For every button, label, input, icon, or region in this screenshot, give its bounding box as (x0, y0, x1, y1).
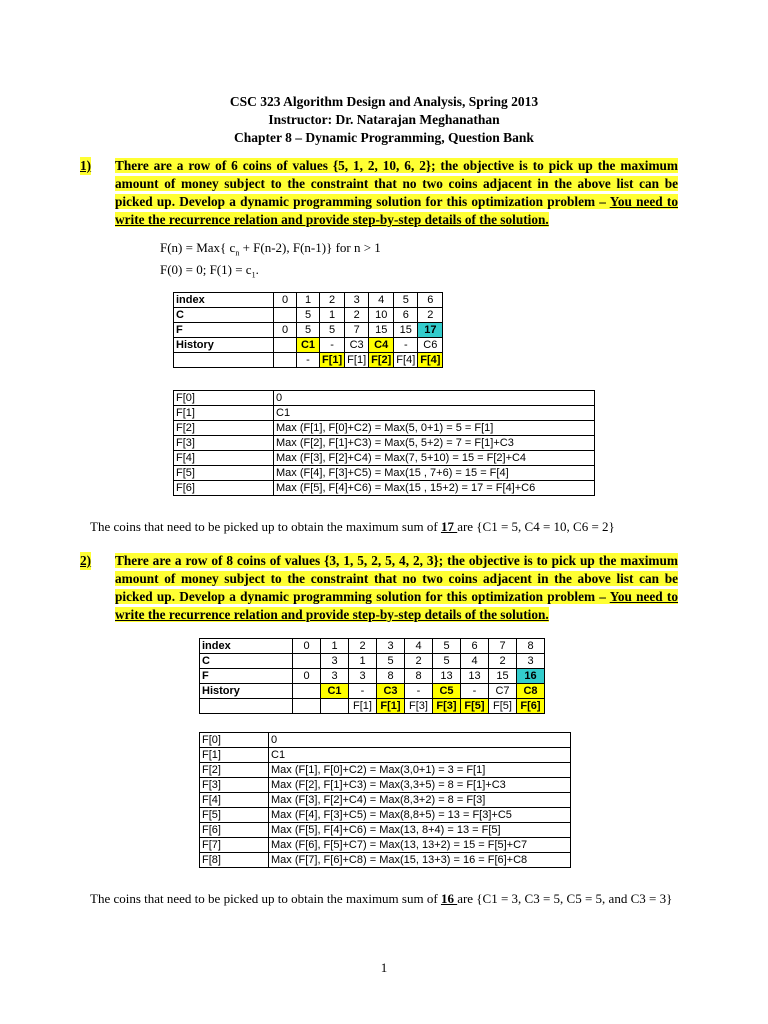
question-instruction: You need to write the recurrence relation and provide step-by-step details of the solution. (115, 589, 678, 622)
table-cell: 2 (320, 293, 345, 308)
table-cell: F[1] (377, 699, 405, 714)
table-row (200, 808, 571, 823)
row-label: F (174, 323, 274, 338)
table-cell: F[1] (349, 699, 377, 714)
table-row (200, 669, 545, 684)
table-row (200, 684, 545, 699)
table-cell: 3 (349, 669, 377, 684)
table-cell: 3 (377, 639, 405, 654)
step-expression: Max (F[3], F[2]+C4) = Max(7, 5+10) = 15 = F[2]+C4 (274, 451, 595, 466)
table-cell: 3 (321, 669, 349, 684)
table-cell (293, 684, 321, 699)
table-cell: 2 (345, 308, 369, 323)
table-cell: C1 (297, 338, 320, 353)
table-row (200, 838, 571, 853)
step-expression: Max (F[6], F[5]+C7) = Max(13, 13+2) = 15 = F[5]+C7 (269, 838, 571, 853)
table-cell: - (394, 338, 418, 353)
table-cell: F[5] (461, 699, 489, 714)
question-text: There are a row of 8 coins of values {3, 1, 5, 2, 5, 4, 2, 3}; the objective is to pick up the maximum amount of money subject to the constraint that no two coins adjacent in the above list can be picked up. Develop a dynamic programming solution for this optimization problem – (115, 553, 678, 604)
table-row (200, 699, 545, 714)
step-label: F[4] (174, 451, 274, 466)
table-cell: F[1] (320, 353, 345, 368)
table-cell: - (297, 353, 320, 368)
table-row (174, 481, 595, 496)
table-cell: 0 (274, 293, 297, 308)
table-cell: 3 (345, 293, 369, 308)
step-expression: Max (F[5], F[4]+C6) = Max(15 , 15+2) = 17 = F[4]+C6 (274, 481, 595, 496)
table-row (200, 733, 571, 748)
step-expression: Max (F[4], F[3]+C5) = Max(8,8+5) = 13 = F[3]+C5 (269, 808, 571, 823)
table-row (200, 654, 545, 669)
table-cell: 2 (405, 654, 433, 669)
table-cell: C8 (517, 684, 545, 699)
row-label (200, 699, 293, 714)
step-label: F[7] (200, 838, 269, 853)
step-label: F[2] (200, 763, 269, 778)
table-cell: 1 (320, 308, 345, 323)
table-cell: 5 (297, 323, 320, 338)
table-cell: 7 (345, 323, 369, 338)
table-row (200, 823, 571, 838)
table-row (174, 466, 595, 481)
table-cell: 2 (418, 308, 443, 323)
table-cell: 5 (377, 654, 405, 669)
table-cell (274, 353, 297, 368)
table-cell: 13 (461, 669, 489, 684)
table-cell: C4 (369, 338, 394, 353)
table-row (200, 778, 571, 793)
table-cell: F[5] (489, 699, 517, 714)
step-label: F[4] (200, 793, 269, 808)
table-cell: 15 (394, 323, 418, 338)
table-cell: 8 (517, 639, 545, 654)
table-cell: 17 (418, 323, 443, 338)
table-cell: 5 (433, 654, 461, 669)
table-row (174, 353, 443, 368)
row-label: C (200, 654, 293, 669)
table-cell (293, 654, 321, 669)
table-cell: 4 (405, 639, 433, 654)
table-cell: - (320, 338, 345, 353)
step-label: F[6] (174, 481, 274, 496)
table-cell: 13 (433, 669, 461, 684)
table-cell: 15 (489, 669, 517, 684)
chapter-title: Chapter 8 – Dynamic Programming, Question Bank (234, 130, 534, 145)
step-expression: Max (F[2], F[1]+C3) = Max(5, 5+2) = 7 = F[1]+C3 (274, 436, 595, 451)
step-label: F[0] (200, 733, 269, 748)
table-cell: 1 (297, 293, 320, 308)
question-number: 1) (80, 158, 92, 173)
step-expression: 0 (274, 391, 595, 406)
table-cell: 16 (517, 669, 545, 684)
row-label: index (174, 293, 274, 308)
table-cell (293, 699, 321, 714)
table-cell: F[4] (418, 353, 443, 368)
table-cell: C7 (489, 684, 517, 699)
table-cell: 0 (293, 669, 321, 684)
table-cell (274, 338, 297, 353)
table-cell: 8 (405, 669, 433, 684)
step-expression: 0 (269, 733, 571, 748)
step-expression: Max (F[5], F[4]+C6) = Max(13, 8+4) = 13 = F[5] (269, 823, 571, 838)
table-cell: C5 (433, 684, 461, 699)
table-cell: F[3] (405, 699, 433, 714)
row-label: History (174, 338, 274, 353)
table-row (200, 853, 571, 868)
table-cell: 2 (489, 654, 517, 669)
table-cell: 8 (377, 669, 405, 684)
table-cell: 15 (369, 323, 394, 338)
table-row (174, 451, 595, 466)
table-cell: 7 (489, 639, 517, 654)
conclusion-2: The coins that need to be picked up to obtain the maximum sum of 16 are {C1 = 3, C3 = 5, C5 = 5, and C3 = 3} (90, 891, 673, 906)
table-row (174, 308, 443, 323)
steps-table-1 (173, 390, 595, 496)
step-expression: C1 (274, 406, 595, 421)
question-1 (80, 157, 678, 229)
table-cell: 6 (418, 293, 443, 308)
table-cell: C1 (321, 684, 349, 699)
table-row (174, 421, 595, 436)
row-label: History (200, 684, 293, 699)
document-header (0, 93, 768, 147)
step-expression: Max (F[3], F[2]+C4) = Max(8,3+2) = 8 = F[3] (269, 793, 571, 808)
row-label: C (174, 308, 274, 323)
table-cell: 5 (394, 293, 418, 308)
history-table-1 (173, 292, 443, 368)
table-cell: 5 (433, 639, 461, 654)
table-cell: 1 (321, 639, 349, 654)
step-label: F[6] (200, 823, 269, 838)
step-expression: Max (F[7], F[6]+C8) = Max(15, 13+3) = 16 = F[6]+C8 (269, 853, 571, 868)
step-expression: Max (F[4], F[3]+C5) = Max(15 , 7+6) = 15 = F[4] (274, 466, 595, 481)
instructor: Instructor: Dr. Natarajan Meghanathan (268, 112, 500, 127)
table-row (200, 639, 545, 654)
row-label: F (200, 669, 293, 684)
row-label: index (200, 639, 293, 654)
table-cell: F[3] (433, 699, 461, 714)
table-cell (274, 308, 297, 323)
table-cell: 5 (297, 308, 320, 323)
table-cell: - (405, 684, 433, 699)
step-label: F[1] (200, 748, 269, 763)
history-table-2 (199, 638, 545, 714)
row-label (174, 353, 274, 368)
table-cell: 4 (461, 654, 489, 669)
step-expression: Max (F[2], F[1]+C3) = Max(3,3+5) = 8 = F[1]+C3 (269, 778, 571, 793)
conclusion-1: The coins that need to be picked up to obtain the maximum sum of 17 are {C1 = 5, C4 = 10, C6 = 2} (90, 519, 615, 534)
step-label: F[8] (200, 853, 269, 868)
table-cell: 3 (517, 654, 545, 669)
table-cell: 3 (321, 654, 349, 669)
table-cell: C3 (345, 338, 369, 353)
table-cell: C3 (377, 684, 405, 699)
step-label: F[3] (174, 436, 274, 451)
table-cell: - (349, 684, 377, 699)
table-row (174, 293, 443, 308)
table-cell: 5 (320, 323, 345, 338)
question-text: There are a row of 6 coins of values {5, 1, 2, 10, 6, 2}; the objective is to pick up the maximum amount of money subject to the constraint that no two coins adjacent in the above list can be picked up. Develop a dynamic programming solution for this optimization problem – (115, 158, 678, 209)
table-row (174, 406, 595, 421)
table-cell: 0 (274, 323, 297, 338)
table-cell: F[4] (394, 353, 418, 368)
table-row (174, 391, 595, 406)
step-label: F[3] (200, 778, 269, 793)
table-cell: C6 (418, 338, 443, 353)
step-label: F[5] (174, 466, 274, 481)
table-cell: F[1] (345, 353, 369, 368)
table-cell (321, 699, 349, 714)
step-expression: Max (F[1], F[0]+C2) = Max(3,0+1) = 3 = F[1] (269, 763, 571, 778)
question-2 (80, 552, 678, 624)
table-cell: 10 (369, 308, 394, 323)
table-cell: 0 (293, 639, 321, 654)
table-cell: 1 (349, 654, 377, 669)
table-row (174, 436, 595, 451)
step-label: F[2] (174, 421, 274, 436)
table-row (200, 793, 571, 808)
recurrence-relation: F(n) = Max{ $c_n + F(n-2)$, F(n-1)} for n > 1 F(0) = 0; $F(1) = c_1$. (160, 240, 381, 280)
table-cell: - (461, 684, 489, 699)
table-cell: 4 (369, 293, 394, 308)
step-label: F[5] (200, 808, 269, 823)
table-row (174, 323, 443, 338)
table-cell: 6 (394, 308, 418, 323)
step-label: F[1] (174, 406, 274, 421)
question-instruction: You need to write the recurrence relation and provide step-by-step details of the solution. (115, 194, 678, 227)
table-cell: 6 (461, 639, 489, 654)
table-cell: F[6] (517, 699, 545, 714)
table-row (200, 763, 571, 778)
step-expression: C1 (269, 748, 571, 763)
table-row (200, 748, 571, 763)
step-label: F[0] (174, 391, 274, 406)
table-row (174, 338, 443, 353)
step-expression: Max (F[1], F[0]+C2) = Max(5, 0+1) = 5 = F[1] (274, 421, 595, 436)
question-number: 2) (80, 553, 92, 568)
course-title: CSC 323 Algorithm Design and Analysis, Spring 2013 (229, 94, 539, 109)
steps-table-2 (199, 732, 571, 868)
table-cell: F[2] (369, 353, 394, 368)
table-cell: 2 (349, 639, 377, 654)
page-number: 1 (380, 960, 388, 975)
